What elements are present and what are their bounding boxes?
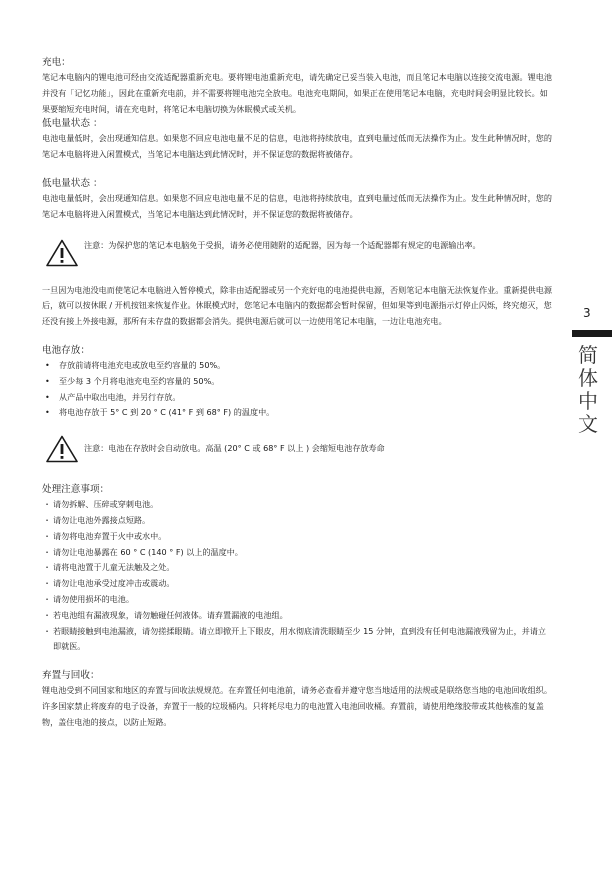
- warning-triangle-icon: [46, 239, 78, 267]
- suspend-paragraph: 一旦因为电池没电而使笔记本电脑进入暂停模式，除非由适配器或另一个充好电的电池提供电源，否则笔记本电脑无法恢复作业。重新提供电源后，就可以按休眠 / 开机按钮来恢复作业。休眠模式时，您笔记本电脑内的数据都会暂时保留，但如果等到电源指示灯停止闪烁，终究熄灭，您还没有接上外接电源，那所有未存盘的数据都会消失。提供电源后就可以一边使用笔记本电脑，一边让电池充电。: [42, 284, 552, 327]
- list-item: ・ 请勿让电池暴露在 60 ° C (140 ° F) 以上的温度中。: [43, 546, 243, 557]
- low-power-body-repeat: 电池电量低时，会出现通知信息。如果您不回应电池电量不足的信息，电池将持续放电，直到电量过低而无法操作为止。发生此种情况时，您的笔记本电脑将进入闲置模式，当笔记本电脑达到此情况时，并不保证您的数据将被储存。: [42, 192, 552, 219]
- manual-page: [42, 56, 552, 731]
- page-number: 3: [583, 306, 591, 320]
- low-power-heading-repeat: 低电量状态 ：: [42, 177, 103, 189]
- list-item: • 存放前请将电池充电或放电至约容量的 50%。: [45, 359, 226, 370]
- list-item: • 将电池存放于 5° C 到 20 ° C (41° F 到 68° F) 的温度中。: [45, 407, 275, 418]
- disposal-heading: 弃置与回收：: [42, 670, 100, 682]
- list-item: ・ 请勿将电池弃置于火中或水中。: [43, 530, 167, 541]
- list-item: • 从产品中取出电池，并另行存放。: [45, 391, 181, 402]
- adapter-notice: [42, 237, 552, 271]
- charging-body: 笔记本电脑内的锂电池可经由交流适配器重新充电。要将锂电池重新充电，请先确定已妥当装入电池，而且笔记本电脑以连接交流电源。锂电池并没有「记忆功能」，因此在重新充电前，并不需要将锂电池完全放电。电池充电期间，如果正在使用笔记本电脑，充电时间会明显比较长。如果要缩短充电时间，请在充电时，将笔记本电脑切换为休眠模式或关机。: [42, 72, 552, 114]
- storage-heading: 电池存放：: [42, 344, 90, 356]
- list-item: ・ 请勿让电池承受过度冲击或震动。: [43, 578, 175, 589]
- storage-list: [42, 358, 552, 421]
- list-item: ・ 请勿让电池外露接点短路。: [43, 514, 151, 525]
- list-item: ・ 请将电池置于儿童无法触及之处。: [43, 562, 175, 573]
- charging-heading: 充电：: [42, 57, 71, 68]
- handling-list: [42, 497, 552, 655]
- list-item: ・ 请勿使用损坏的电池。: [43, 593, 134, 604]
- storage-notice-text: 注意：电池在存放时会自动放电。高温 (20° C 或 68° F 以上 ) 会缩短电池存放寿命: [84, 443, 385, 454]
- low-power-heading: 低电量状态 ：: [42, 118, 103, 130]
- warning-triangle-icon: [46, 435, 78, 463]
- storage-notice: [42, 433, 552, 467]
- language-label: 简体中文: [578, 343, 598, 436]
- list-item: ・ 若电池组有漏液现象，请勿触碰任何液体。请弃置漏液的电池组。: [43, 609, 288, 620]
- disposal-body: 锂电池受到不同国家和地区的弃置与回收法规规范。在弃置任何电池前，请务必查看并遵守您当地适用的法规或是联络您当地的电池回收组织。许多国家禁止将废弃的电子设备，弃置于一般的垃圾桶内。只将耗尽电力的电池置入电池回收桶。弃置前，请使用绝缘胶带或其他核准的复盖物，盖住电池的接点，以防止短路。: [42, 685, 552, 727]
- sidebar-divider: [572, 330, 612, 337]
- list-item: • 至少每 3 个月将电池充电至约容量的 50%。: [45, 375, 220, 386]
- low-power-body: 电池电量低时，会出现通知信息。如果您不回应电池电量不足的信息，电池将持续放电，直到电量过低而无法操作为止。发生此种情况时，您的笔记本电脑将进入闲置模式，当笔记本电脑达到此情况时，并不保证您的数据将被储存。: [42, 133, 552, 160]
- list-item: ・ 请勿拆解、压碎或穿刺电池。: [43, 499, 159, 510]
- list-item: ・ 若眼睛接触到电池漏液，请勿搓揉眼睛。请立即掀开上下眼皮，用水彻底清洗眼睛至少 15 分钟，直到没有任何电池漏液残留为止，并请立即就医。: [43, 625, 546, 652]
- handling-heading: 处理注意事项：: [42, 484, 110, 496]
- adapter-notice-text: 注意：为保护您的笔记本电脑免于受损，请务必使用随附的适配器，因为每一个适配器都有规定的电源输出率。: [84, 239, 481, 250]
